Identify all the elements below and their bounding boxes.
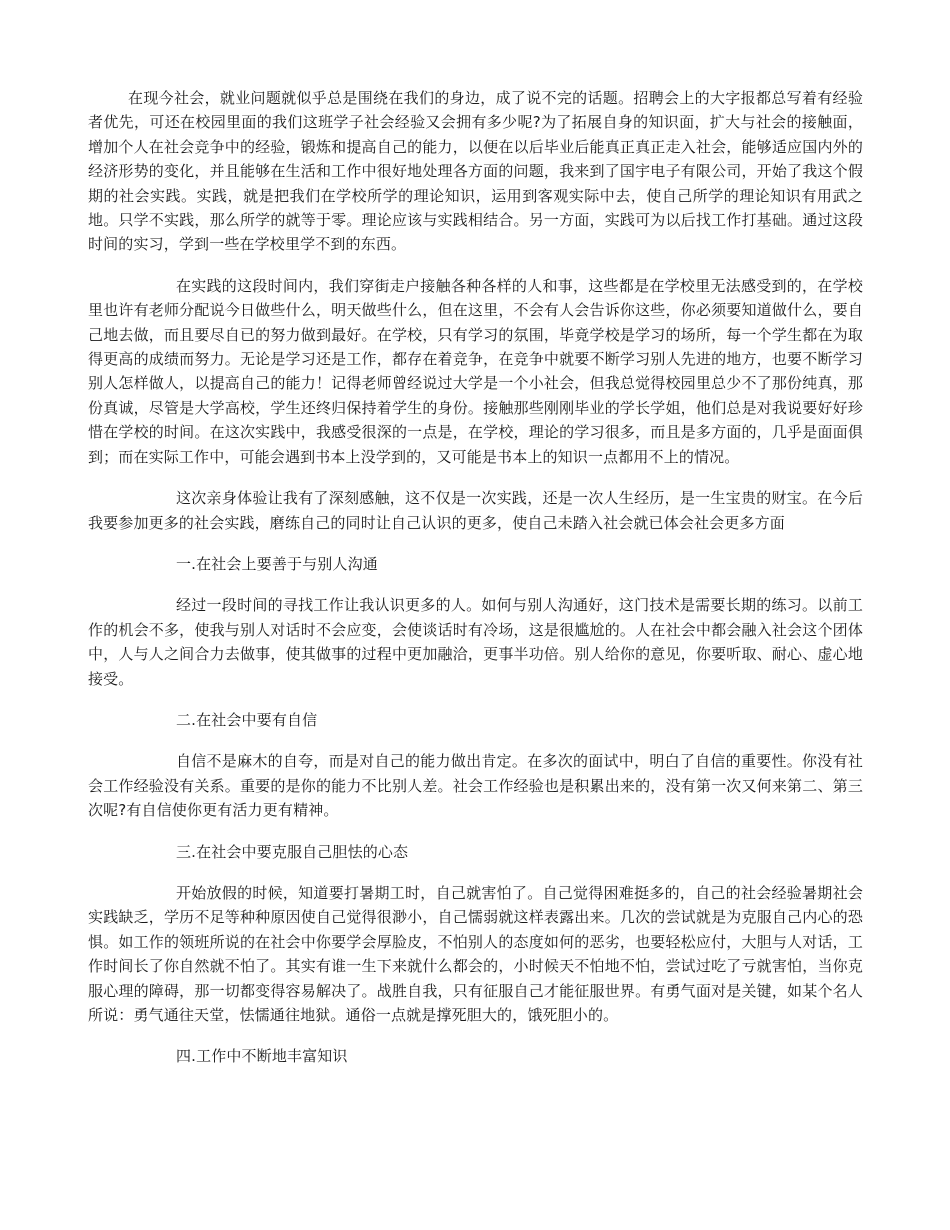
section-3-heading: 三.在社会中要克服自己胆怯的心态 (176, 842, 409, 861)
document-page (88, 86, 863, 1069)
section-1-heading: 一.在社会上要善于与别人沟通 (176, 554, 378, 573)
practice-paragraph: 在实践的这段时间内，我们穿街走户接触各种各样的人和事，这些都是在学校里无法感受到的，在学校里也许有老师分配说今日做些什么，明天做些什么，但在这里，不会有人会告诉你这些，你必须要知道做什么，要自己地去做，而且要尽自已的努力做到最好。在学校，只有学习的氛围，毕竟学校是学习的场所，每一个学生都在为取得更高的成绩而努力。无论是学习还是工作，都存在着竞争，在竞争中就要不断学习别人先进的地方，也要不断学习别人怎样做人，以提高自己的能力！记得老师曾经说过大学是一个小社会，但我总觉得校园里总少不了那份纯真，那份真诚，尽管是大学高校，学生还终归保持着学生的身份。接触那些刚刚毕业的学长学姐，他们总是对我说要好好珍惜在学校的时间。在这次实践中，我感受很深的一点是，在学校，理论的学习很多，而且是多方面的，几乎是面面俱到；而在实际工作中，可能会遇到书本上没学到的，又可能是书本上的知识一点都用不上的情况。 (88, 276, 863, 466)
section-2-heading: 二.在社会中要有自信 (176, 710, 318, 729)
section-2-body: 自信不是麻木的自夸，而是对自己的能力做出肯定。在多次的面试中，明白了自信的重要性。你没有社会工作经验没有关系。重要的是你的能力不比别人差。社会工作经验也是积累出来的，没有第一次又何来第二、第三次呢?有自信使你更有活力更有精神。 (88, 752, 863, 820)
section-1-body: 经过一段时间的寻找工作让我认识更多的人。如何与别人沟通好，这门技术是需要长期的练习。以前工作的机会不多，使我与别人对话时不会应变，会使谈话时有冷场，这是很尴尬的。人在社会中都会融入社会这个团体中，人与人之间合力去做事，使其做事的过程中更加融洽，更事半功倍。别人给你的意见，你要听取、耐心、虚心地接受。 (88, 596, 863, 688)
intro-paragraph: 在现今社会，就业问题就似乎总是围绕在我们的身边，成了说不完的话题。招聘会上的大字报都总写着有经验者优先，可还在校园里面的我们这班学子社会经验又会拥有多少呢?为了拓展自身的知识面，扩大与社会的接触面，增加个人在社会竞争中的经验，锻炼和提高自己的能力，以便在以后毕业后能真正真正走入社会，能够适应国内外的经济形势的变化，并且能够在生活和工作中很好地处理各方面的问题，我来到了国宇电子有限公司，开始了我这个假期的社会实践。实践，就是把我们在学校所学的理论知识，运用到客观实际中去，使自己所学的理论知识有用武之地。只学不实践，那么所学的就等于零。理论应该与实践相结合。另一方面，实践可为以后找工作打基础。通过这段时间的实习，学到一些在学校里学不到的东西。 (88, 89, 863, 254)
section-3-body: 开始放假的时候，知道要打暑期工时，自己就害怕了。自己觉得困难挺多的，自己的社会经验暑期社会实践缺乏，学历不足等种种原因使自己觉得很渺小，自己懦弱就这样表露出来。几次的尝试就是为克服自己内心的恐惧。如工作的领班所说的在社会中你要学会厚脸皮，不怕别人的态度如何的恶劣，也要轻松应付，大胆与人对话，工作时间长了你自然就不怕了。其实有谁一生下来就什么都会的，小时候天不怕地不怕，尝试过吃了亏就害怕，当你克服心理的障碍，那一切都变得容易解决了。战胜自我，只有征服自己才能征服世界。有勇气面对是关键，如某个名人所说：勇气通往天堂，怯懦通往地狱。通俗一点就是撑死胆大的，饿死胆小的。 (88, 883, 863, 1024)
reflection-paragraph: 这次亲身体验让我有了深刻感触，这不仅是一次实践，还是一次人生经历，是一生宝贵的财宝。在今后我要参加更多的社会实践，磨练自己的同时让自己认识的更多，使自己未踏入社会就已体会社会更多方面 (88, 489, 863, 532)
section-4-heading: 四.工作中不断地丰富知识 (176, 1047, 348, 1066)
